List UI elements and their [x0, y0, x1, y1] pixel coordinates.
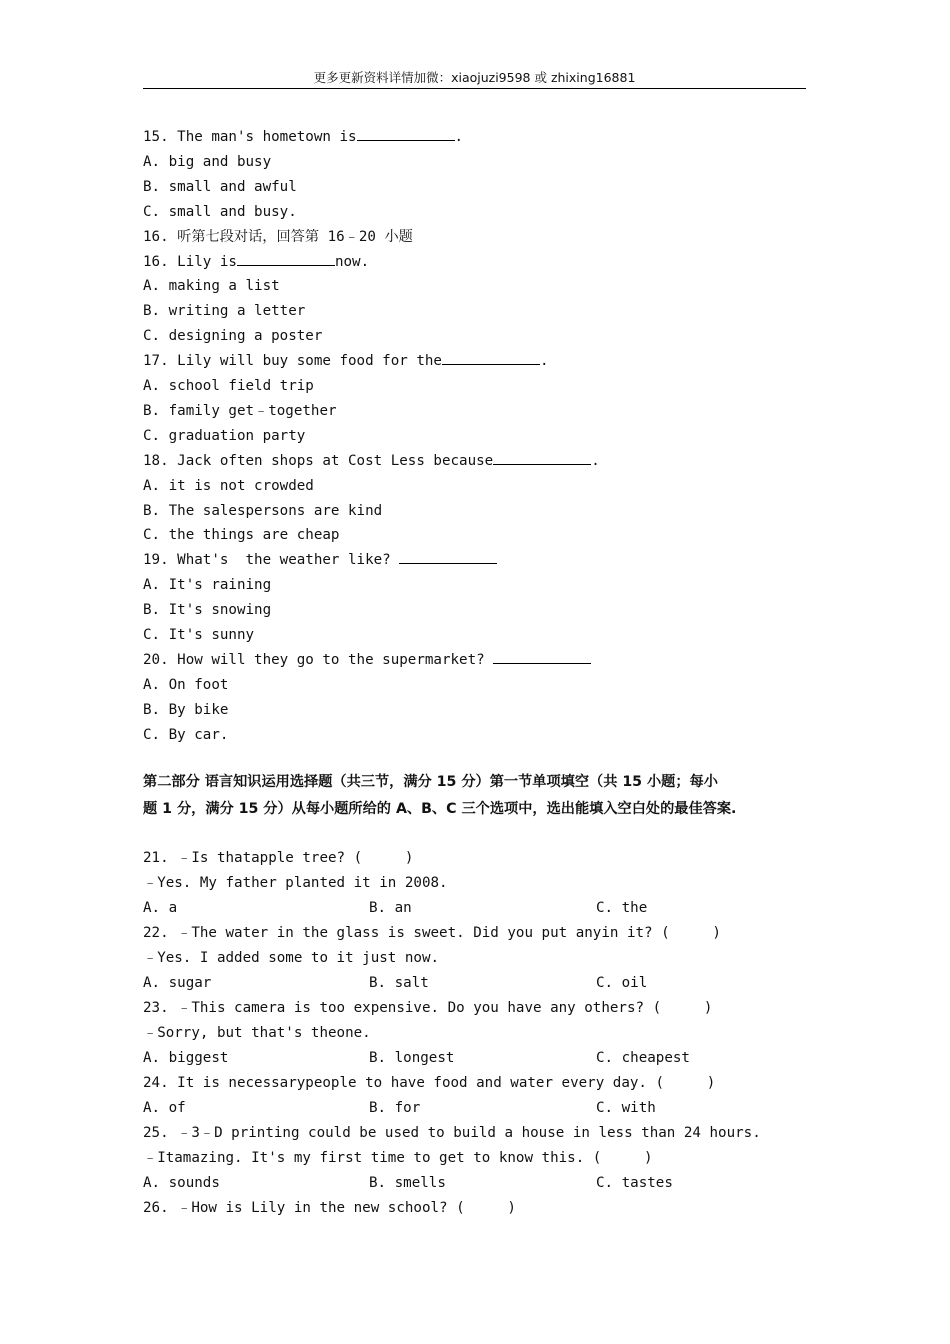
- listening-line-q17c: C. graduation party: [143, 427, 306, 444]
- question-22-option-a: A. sugar: [143, 975, 212, 991]
- question-21-option-b: B. an: [369, 900, 412, 916]
- question-23-option-b: B. longest: [369, 1050, 455, 1066]
- question-25-option-b: B. smells: [369, 1175, 446, 1191]
- question-26: 26. ﹣How is Lily in the new school? ( ): [143, 1200, 516, 1216]
- question-23-option-a: A. biggest: [143, 1050, 229, 1066]
- answer-blank: [357, 127, 455, 141]
- listening-line-q18b: B. The salespersons are kind: [143, 502, 383, 519]
- question-text: 17. Lily will buy some food for the: [143, 353, 442, 370]
- listening-line-q15c: C. small and busy.: [143, 203, 297, 220]
- listening-line-q18: [143, 451, 600, 471]
- section-heading-line1: 第二部分 语言知识运用选择题（共三节，满分 15 分）第一节单项填空（共 15 小题；每小: [143, 774, 718, 790]
- question-25-reply: ﹣Itamazing. It's my first time to get to know this. ( ): [143, 1150, 653, 1166]
- question-21-reply: ﹣Yes. My father planted it in 2008.: [143, 875, 448, 891]
- question-24-option-b: B. for: [369, 1100, 421, 1116]
- question-23: 23. ﹣This camera is too expensive. Do you have any others? ( ): [143, 1000, 713, 1016]
- answer-blank: [399, 550, 497, 564]
- question-23-reply: ﹣Sorry, but that's theone.: [143, 1025, 371, 1041]
- listening-line-q19b: B. It's snowing: [143, 602, 272, 619]
- listening-line-q17: [143, 351, 549, 371]
- header-divider: [143, 88, 806, 89]
- listening-line-q18a: A. it is not crowded: [143, 477, 314, 494]
- listening-line-q15: [143, 127, 463, 147]
- listening-line-q16: [143, 252, 369, 272]
- question-text: 16. Lily is: [143, 253, 237, 270]
- answer-blank: [442, 351, 540, 365]
- listening-line-q17a: A. school field trip: [143, 378, 314, 394]
- question-suffix: .: [539, 353, 549, 370]
- question-22-reply: ﹣Yes. I added some to it just now.: [143, 950, 440, 966]
- question-21-option-c: C. the: [596, 900, 648, 916]
- question-suffix: .: [454, 129, 464, 145]
- answer-blank: [237, 252, 335, 266]
- listening-line-q15b: B. small and awful: [143, 178, 297, 195]
- question-25: 25. ﹣3﹣D printing could be used to build a house in less than 24 hours.: [143, 1125, 761, 1141]
- question-22: 22. ﹣The water in the glass is sweet. Did you put anyin it? ( ): [143, 925, 721, 941]
- listening-line-q16c: C. designing a poster: [143, 328, 323, 345]
- question-text: 18. Jack often shops at Cost Less because: [143, 452, 494, 469]
- question-21-option-a: A. a: [143, 900, 178, 916]
- question-text: 19. What's the weather like?: [143, 552, 400, 569]
- listening-line-q17b: B. family get﹣together: [143, 402, 337, 419]
- question-25-option-a: A. sounds: [143, 1175, 220, 1191]
- answer-blank: [493, 451, 591, 465]
- question-text: 15. The man's hometown is: [143, 129, 357, 145]
- listening-line-q20a: A. On foot: [143, 676, 229, 693]
- question-text: 20. How will they go to the supermarket?: [143, 651, 494, 668]
- listening-line-q19c: C. It's sunny: [143, 627, 255, 643]
- question-suffix: .: [591, 452, 600, 469]
- question-22-option-b: B. salt: [369, 975, 429, 991]
- listening-line-q15a: A. big and busy: [143, 153, 272, 170]
- listening-line-q16i: 16. 听第七段对话，回答第 16﹣20 小题: [143, 228, 413, 245]
- question-24: 24. It is necessarypeople to have food and water every day. ( ): [143, 1075, 716, 1091]
- listening-line-q19a: A. It's raining: [143, 577, 272, 594]
- listening-line-q20c: C. By car.: [143, 726, 229, 743]
- listening-line-q19: [143, 550, 497, 570]
- page-header: 更多更新资料详情加微：xiaojuzi9598 或 zhixing16881: [313, 70, 636, 85]
- question-25-option-c: C. tastes: [596, 1175, 673, 1191]
- question-23-option-c: C. cheapest: [596, 1050, 690, 1066]
- listening-line-q20b: B. By bike: [143, 701, 229, 718]
- section-heading-line2: 题 1 分，满分 15 分）从每小题所给的 A、B、C 三个选项中，选出能填入空白处的最佳答案.: [143, 801, 737, 817]
- question-24-option-c: C. with: [596, 1100, 656, 1116]
- question-suffix: now.: [334, 253, 370, 270]
- answer-blank: [493, 650, 591, 664]
- listening-line-q16a: A. making a list: [143, 278, 280, 295]
- listening-line-q16b: B. writing a letter: [143, 303, 306, 320]
- listening-line-q18c: C. the things are cheap: [143, 527, 340, 544]
- question-21: 21. ﹣Is thatapple tree? ( ): [143, 850, 414, 866]
- listening-line-q20: [143, 650, 591, 670]
- question-24-option-a: A. of: [143, 1100, 186, 1116]
- question-22-option-c: C. oil: [596, 975, 648, 991]
